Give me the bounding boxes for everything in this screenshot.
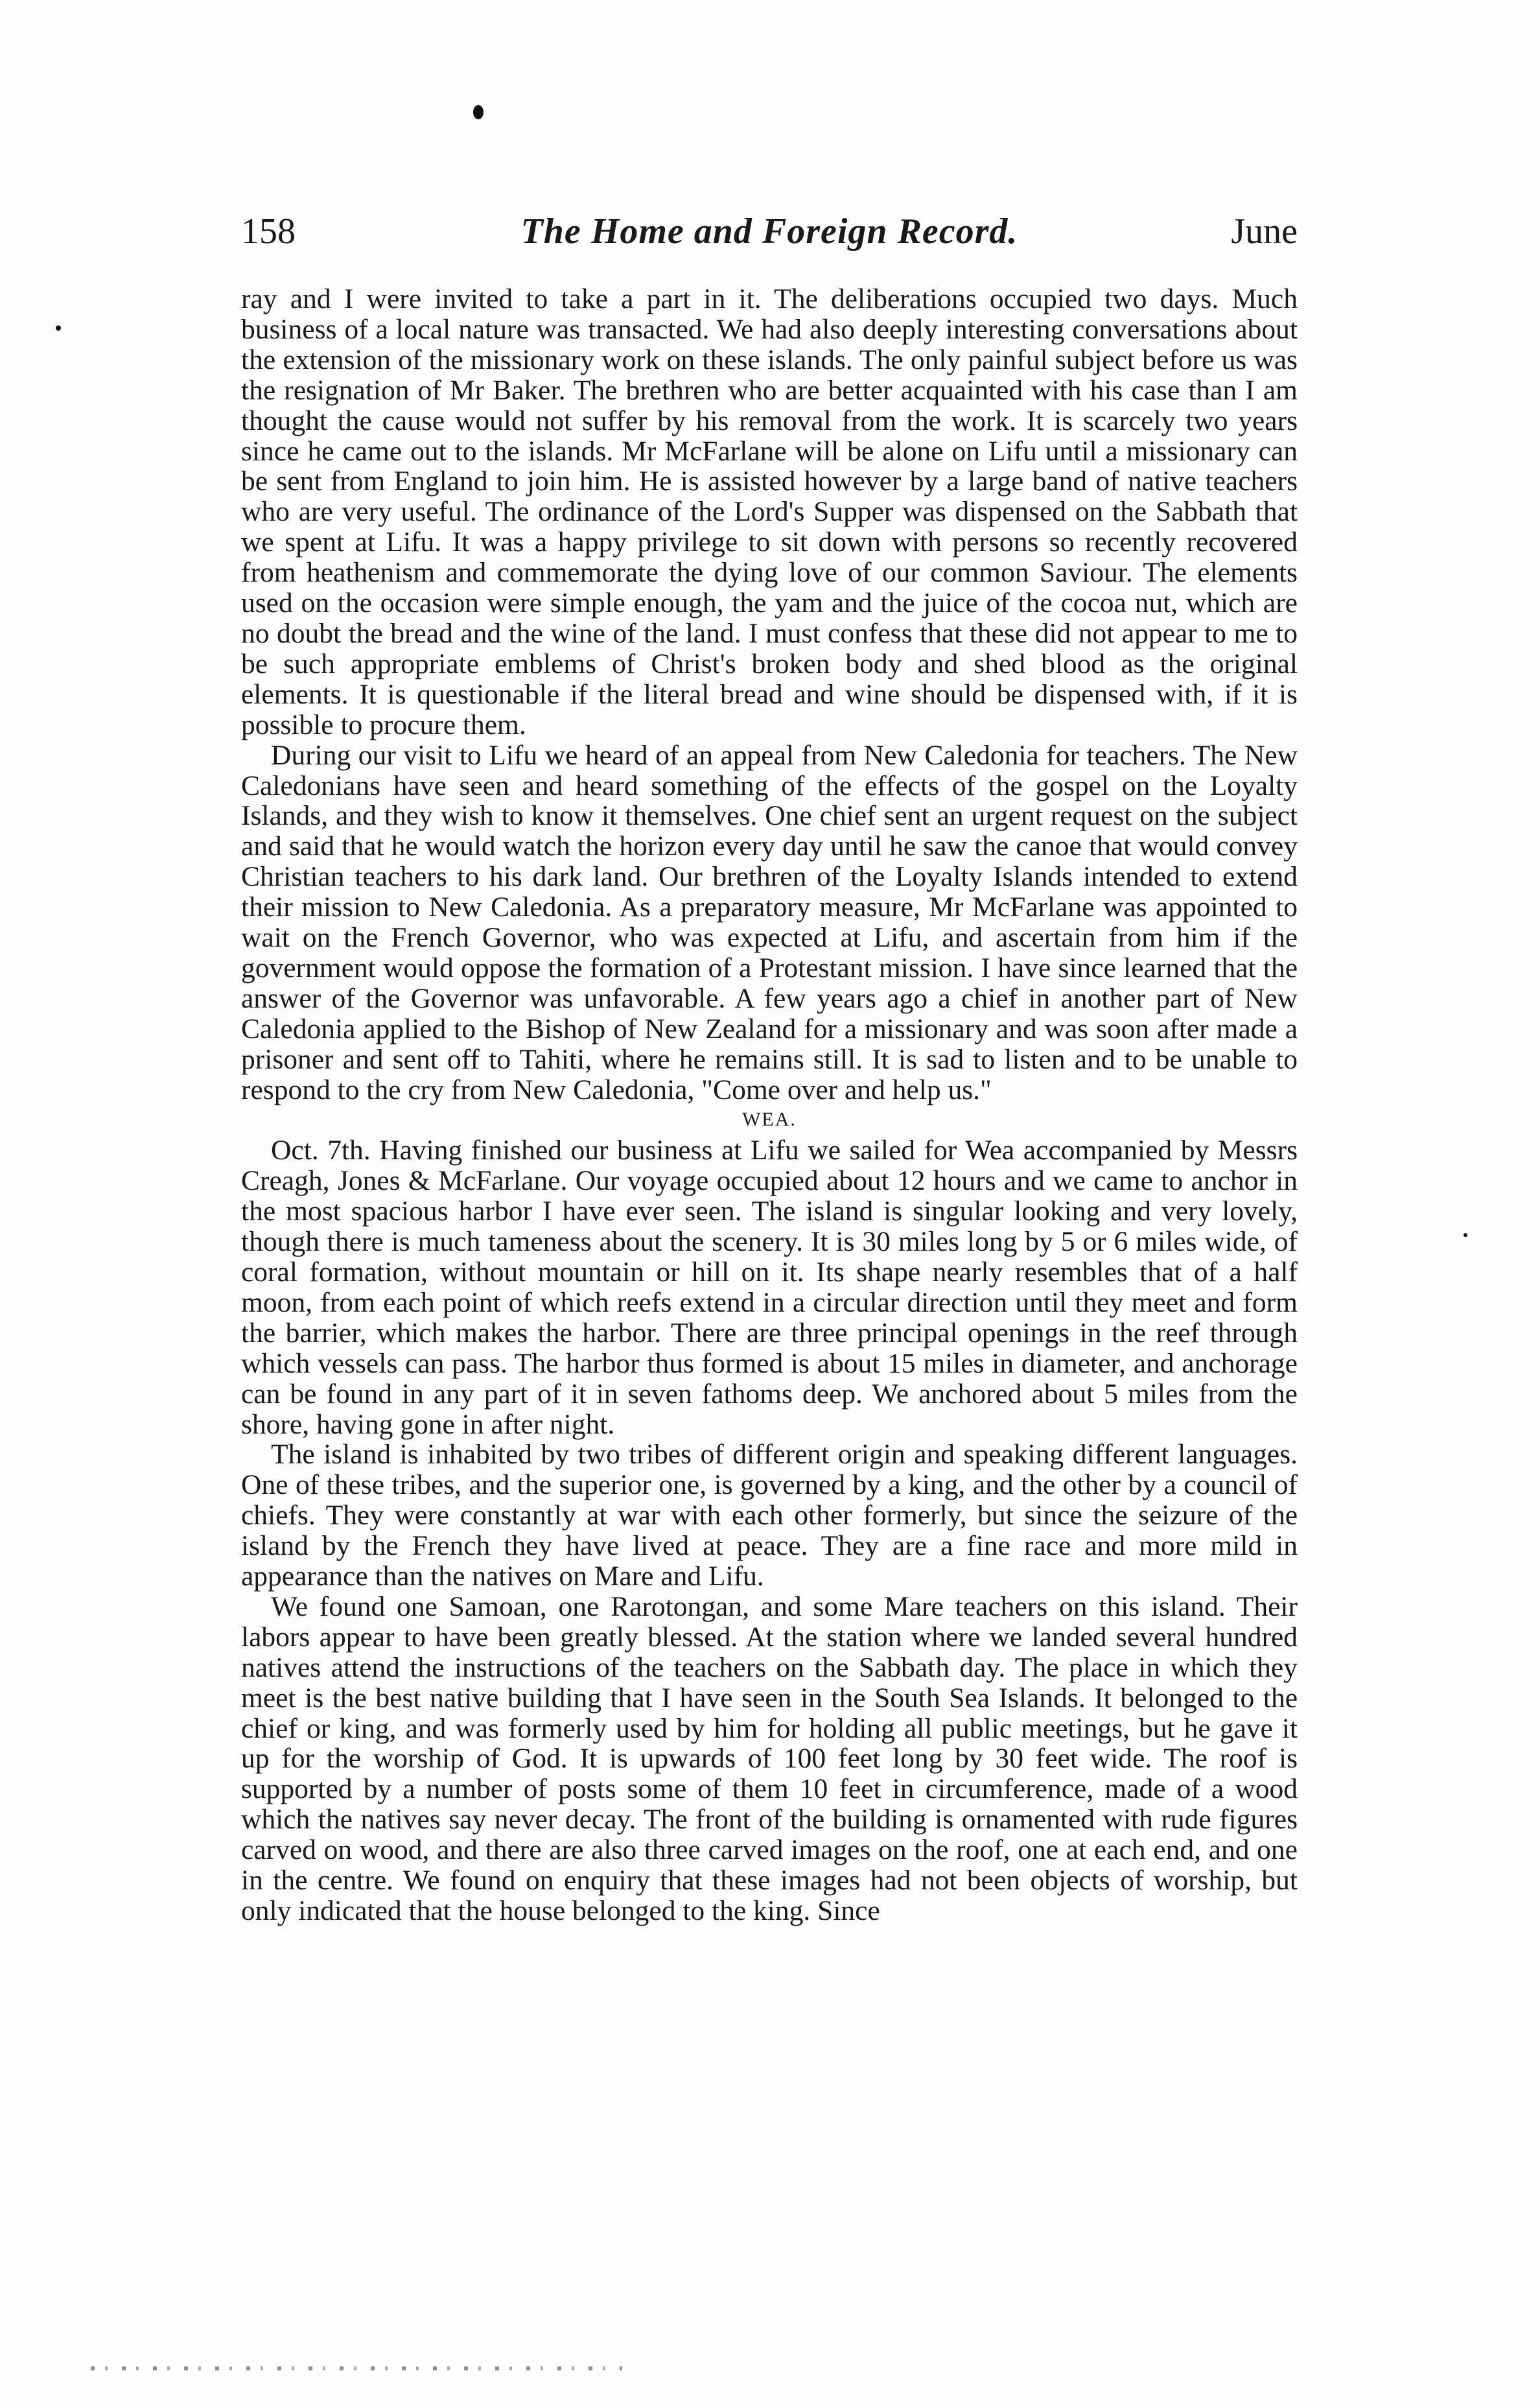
issue-month: June [1231, 211, 1298, 252]
paragraph: During our visit to Lifu we heard of an appeal from New Caledonia for teachers. The New Caledonians have seen and heard something of the effects of the gospel on the Loyalty Islands, and they wish to know it themselves. One chief sent an urgent request on the subject and said that he would watch the horizon every day until he saw the canoe that would convey Christian teachers to his dark land. Our brethren of the Loyalty Islands intended to extend their mission to New Caledonia. As a preparatory measure, Mr McFarlane was appointed to wait on the French Governor, who was expected at Lifu, and ascertain from him if the government would oppose the formation of a Protestant mission. I have since learned that the answer of the Governor was unfavorable. A few years ago a chief in another part of New Caledonia applied to the Bishop of New Zealand for a missionary and was soon after made a prisoner and sent off to Tahiti, where he remains still. It is sad to listen and to be unable to respond to the cry from New Caledonia, "Come over and help us." [241, 739, 1298, 1105]
paragraph: We found one Samoan, one Rarotongan, and some Mare teachers on this island. Their labors appear to have been greatly blessed. At the station where we landed several hundred natives attend the instructions of the teachers on the Sabbath day. The place in which they meet is the best native building that I have seen in the South Sea Islands. It belonged to the chief or king, and was formerly used by him for holding all public meetings, but he gave it up for the worship of God. It is upwards of 100 feet long by 30 feet wide. The roof is supported by a number of posts some of them 10 feet in circumference, made of a wood which the natives say never decay. The front of the building is ornamented with rude figures carved on wood, and there are also three carved images on the roof, one at each end, and one in the centre. We found on enquiry that these images had not been objects of worship, but only indicated that the house belonged to the king. Since [241, 1590, 1298, 1927]
page-header [241, 209, 1298, 254]
paragraph: Oct. 7th. Having finished our business at Lifu we sailed for Wea accompanied by Messrs Creagh, Jones & McFarlane. Our voyage occupied about 12 hours and we came to anchor in the most spacious harbor I have ever seen. The island is singular looking and very lovely, though there is much tameness about the scenery. It is 30 miles long by 5 or 6 miles wide, of coral formation, without mountain or hill on it. Its shape nearly resembles that of a half moon, from each point of which reefs extend in a circular direction until they meet and form the barrier, which makes the harbor. There are three principal openings in the reef through which vessels can pass. The harbor thus formed is about 15 miles in diameter, and anchorage can be found in any part of it in seven fathoms deep. We anchored about 5 miles from the shore, having gone in after night. [241, 1135, 1298, 1440]
ink-speck [1464, 1233, 1467, 1237]
paragraph: The island is inhabited by two tribes of different origin and speaking different languages. One of these tribes, and the superior one, is governed by a king, and the other by a council of chiefs. They were constantly at war with each other formerly, but since the seizure of the island by the French they have lived at peace. They are a fine race and more mild in appearance than the natives on Mare and Lifu. [241, 1439, 1298, 1592]
page-number: 158 [241, 211, 296, 252]
scan-artifact [91, 2367, 622, 2370]
paragraph: ray and I were invited to take a part in it. The deliberations occupied two days. Much business of a local nature was transacted. We had also deeply interesting conversations about the extension of the missionary work on these islands. The only painful subject before us was the resignation of Mr Baker. The brethren who are better acquainted with his case than I am thought the cause would not suffer by his removal from the work. It is scarcely two years since he came out to the islands. Mr McFarlane will be alone on Lifu until a missionary can be sent from England to join him. He is assisted however by a large band of native teachers who are very useful. The ordinance of the Lord's Supper was dispensed on the Sabbath that we spent at Lifu. It was a happy privilege to sit down with persons so recently recovered from heathenism and commemorate the dying love of our common Saviour. The elements used on the occasion were simple enough, the yam and the juice of the cocoa nut, which are no doubt the bread and the wine of the land. I must confess that these did not appear to me to be such appropriate emblems of Christ's broken body and shed blood as the original elements. It is questionable if the literal bread and wine should be dispensed with, if it is possible to procure them. [241, 283, 1298, 740]
ink-speck [56, 325, 61, 331]
running-title: The Home and Foreign Record. [520, 211, 1018, 252]
section-heading: WEA. [742, 1109, 797, 1131]
ink-speck [473, 105, 484, 119]
article-body [241, 284, 1298, 1926]
